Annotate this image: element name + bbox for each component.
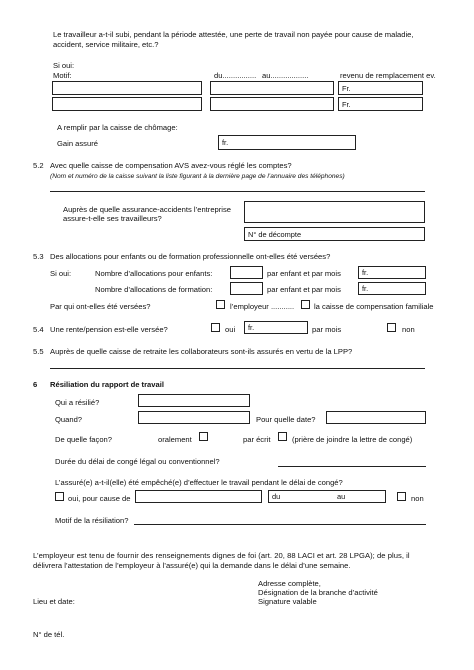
par-ecrit-label: par écrit xyxy=(243,435,271,444)
empeche-au-label: au xyxy=(337,492,346,501)
revenu-header: revenu de remplacement ev. xyxy=(340,71,436,80)
du-header: du................ xyxy=(214,71,257,80)
rente-oui-label: oui xyxy=(225,325,236,334)
q55-answer-line[interactable] xyxy=(50,368,425,369)
rente-non-label: non xyxy=(402,325,415,334)
revenu-currency-1: Fr. xyxy=(342,84,351,93)
intro-question-line1: Le travailleur a-t-il subi, pendant la période attestée, une perte de travail non payée pour cause de maladie, xyxy=(53,30,414,39)
lieu-date-label: Lieu et date: xyxy=(33,597,75,606)
si-oui-label: Si oui: xyxy=(53,61,75,70)
quand-field[interactable] xyxy=(138,411,250,424)
par-mois-label: par mois xyxy=(312,325,342,334)
chomage-label: A remplir par la caisse de chômage: xyxy=(57,123,178,132)
rente-currency: fr. xyxy=(248,323,255,332)
footer-text-line2: délivrera l’attestation de l’employeur à l’assuré(e) qui la demande dans le délai d’une semaine. xyxy=(33,561,351,570)
enfants-currency: fr. xyxy=(362,268,369,277)
revenu-currency-2: Fr. xyxy=(342,100,351,109)
adresse-label-1: Adresse complète, xyxy=(258,579,321,588)
enfants-amount-field[interactable] xyxy=(358,266,426,279)
empeche-non-label: non xyxy=(411,494,424,503)
q52-answer-line[interactable] xyxy=(50,191,425,192)
pour-quelle-date-label: Pour quelle date? xyxy=(256,415,316,424)
accident-question-line1: Auprès de quelle assurance-accidents l’entreprise xyxy=(63,205,232,214)
q53-question: Des allocations pour enfants ou de formation professionnelle ont-elles été versées? xyxy=(50,252,331,261)
nb-enfants-field[interactable] xyxy=(230,266,263,279)
empeche-oui-checkbox[interactable] xyxy=(55,492,64,501)
qui-label: Qui a résilié? xyxy=(55,398,100,407)
empeche-du-label: du xyxy=(272,492,281,501)
per-child-month-2: par enfant et par mois xyxy=(267,285,341,294)
rente-oui-checkbox[interactable] xyxy=(211,323,220,332)
section6-title: Résiliation du rapport de travail xyxy=(50,380,164,389)
rente-non-checkbox[interactable] xyxy=(387,323,396,332)
decompte-label: N° de décompte xyxy=(248,230,302,239)
motif-resiliation-label: Motif de la résiliation? xyxy=(55,516,129,525)
nb-formation-label: Nombre d’allocations de formation: xyxy=(95,285,213,294)
gain-assure-field[interactable] xyxy=(218,135,356,150)
motif-resiliation-line[interactable] xyxy=(134,524,426,525)
nb-enfants-label: Nombre d’allocations pour enfants: xyxy=(95,269,213,278)
gain-assure-label: Gain assuré xyxy=(57,139,98,148)
duree-label: Durée du délai de congé légal ou conventionnel? xyxy=(55,457,220,466)
q53-number: 5.3 xyxy=(33,252,44,261)
empeche-label: L’assuré(e) a-t-il(elle) été empêché(e) d’effectuer le travail pendant le délai de congé? xyxy=(55,478,343,487)
joindre-label: (prière de joindre la lettre de congé) xyxy=(292,435,413,444)
gain-currency: fr. xyxy=(222,138,229,147)
formation-amount-field[interactable] xyxy=(358,282,426,295)
rente-amount-field[interactable] xyxy=(244,321,308,334)
q52-note: (Nom et numéro de la caisse suivant la liste figurant à la dernière page de l’annuaire des téléphones) xyxy=(50,173,345,180)
de-quelle-facon-label: De quelle façon? xyxy=(55,435,112,444)
period-field-2[interactable] xyxy=(210,97,334,111)
pour-quelle-date-field[interactable] xyxy=(326,411,426,424)
decompte-field[interactable] xyxy=(244,227,425,241)
motif-field-1[interactable] xyxy=(52,81,202,95)
oralement-label: oralement xyxy=(158,435,192,444)
caisse-familiale-label: la caisse de compensation familiale xyxy=(314,302,434,311)
empeche-non-checkbox[interactable] xyxy=(397,492,406,501)
q54-number: 5.4 xyxy=(33,325,44,334)
formation-currency: fr. xyxy=(362,284,369,293)
nb-formation-field[interactable] xyxy=(230,282,263,295)
paid-by-label: Par qui ont-elles été versées? xyxy=(50,302,151,311)
duree-answer-line[interactable] xyxy=(278,466,426,467)
revenu-field-1[interactable] xyxy=(338,81,423,95)
cause-field[interactable] xyxy=(135,490,262,503)
par-ecrit-checkbox[interactable] xyxy=(278,432,287,441)
empeche-oui-label: oui, pour cause de xyxy=(68,494,131,503)
caisse-familiale-checkbox[interactable] xyxy=(301,300,310,309)
period-field-1[interactable] xyxy=(210,81,334,95)
intro-question-line2: accident, service militaire, etc.? xyxy=(53,40,159,49)
q53-si-oui: Si oui: xyxy=(50,269,72,278)
employeur-label: l’employeur ........... xyxy=(230,302,295,311)
qui-field[interactable] xyxy=(138,394,250,407)
quand-label: Quand? xyxy=(55,415,83,424)
section6-number: 6 xyxy=(33,380,38,389)
tel-label: N° de tél. xyxy=(33,630,65,639)
empeche-period-field[interactable] xyxy=(268,490,386,503)
employeur-checkbox[interactable] xyxy=(216,300,225,309)
signature-label: Signature valable xyxy=(258,597,317,606)
q54-question: Une rente/pension est-elle versée? xyxy=(50,325,168,334)
oralement-checkbox[interactable] xyxy=(199,432,208,441)
q52-question: Avec quelle caisse de compensation AVS avez-vous réglé les comptes? xyxy=(50,161,292,170)
revenu-field-2[interactable] xyxy=(338,97,423,111)
accident-question-line2: assure-t-elle ses travailleurs? xyxy=(63,214,162,223)
per-child-month-1: par enfant et par mois xyxy=(267,269,341,278)
motif-header: Motif: xyxy=(53,71,72,80)
q52-number: 5.2 xyxy=(33,161,44,170)
accident-insurer-field[interactable] xyxy=(244,201,425,223)
motif-field-2[interactable] xyxy=(52,97,202,111)
q55-question: Auprès de quelle caisse de retraite les collaborateurs sont-ils assurés en vertu de la LPP? xyxy=(50,347,353,356)
au-header: au.................. xyxy=(262,71,309,80)
footer-text-line1: L’employeur est tenu de fournir des renseignements dignes de foi (art. 20, 88 LACI et art. 28 LPGA); de plus, il xyxy=(33,551,410,560)
q55-number: 5.5 xyxy=(33,347,44,356)
adresse-label-2: Désignation de la branche d’activité xyxy=(258,588,378,597)
